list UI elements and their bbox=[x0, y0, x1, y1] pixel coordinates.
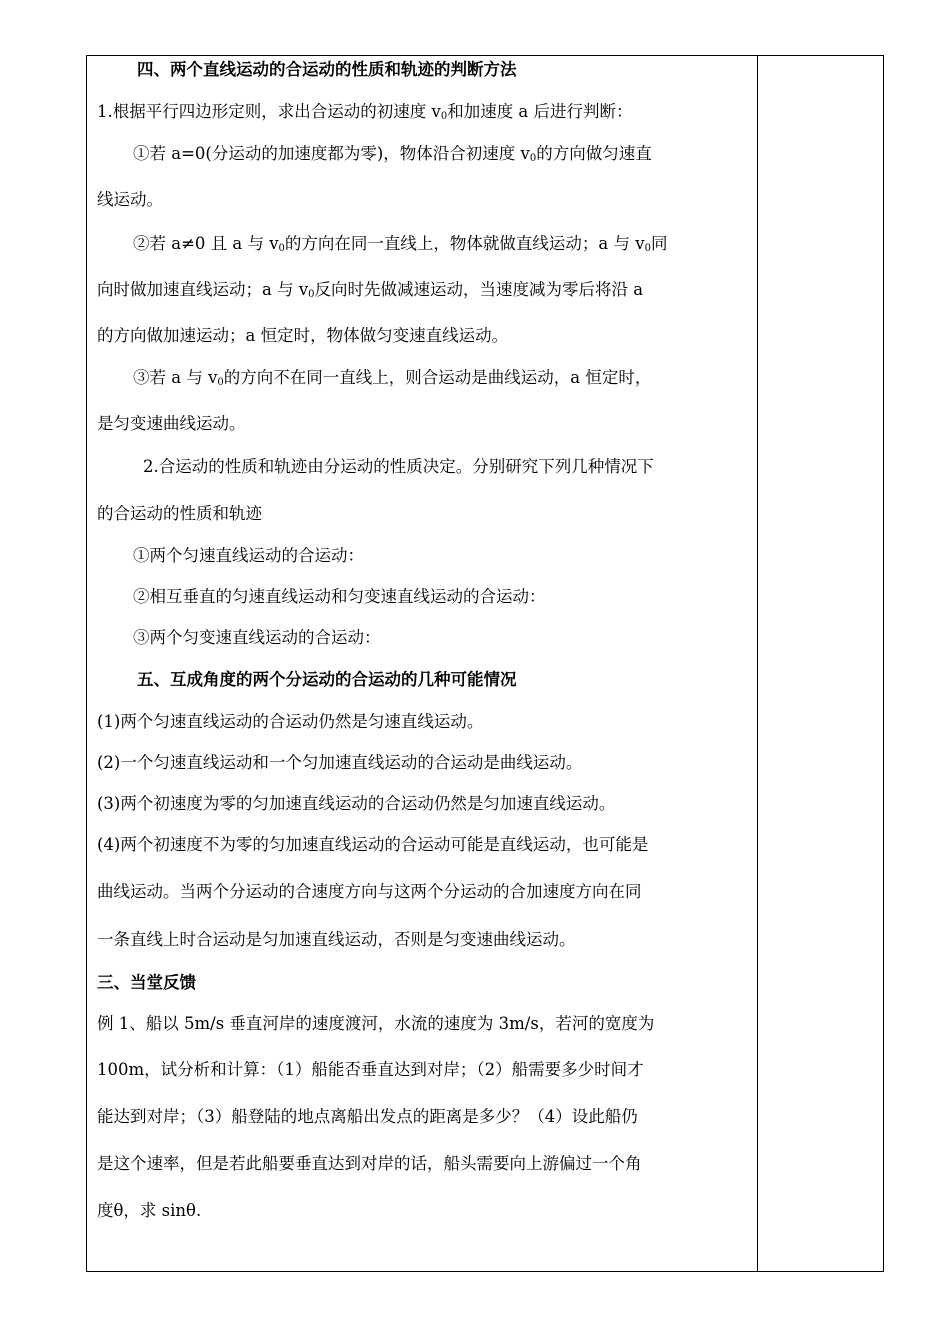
section3-heading: 三、当堂反馈 bbox=[97, 973, 196, 992]
example1-line3: 能达到对岸；（3）船登陆的地点离船出发点的距离是多少？（4）设此船仍 bbox=[97, 1107, 638, 1126]
lesson-table bbox=[86, 55, 884, 1272]
example1-line2: 100m，试分析和计算：（1）船能否垂直达到对岸；（2）船需要多少时间才 bbox=[97, 1060, 644, 1079]
section5-heading: 五、互成角度的两个分运动的合运动的几种可能情况 bbox=[137, 670, 517, 689]
section4-item3: ③两个匀变速直线运动的合运动： bbox=[133, 628, 381, 647]
section4-item2: ②相互垂直的匀速直线运动和匀变速直线运动的合运动： bbox=[133, 587, 546, 606]
section5-item2: (2)一个匀速直线运动和一个匀加速直线运动的合运动是曲线运动。 bbox=[97, 753, 583, 772]
section4-p1: 1.根据平行四边形定则，求出合运动的初速度 $v_0$和加速度 a 后进行判断： bbox=[97, 102, 633, 122]
section4-case1-line1: ①若 a=0(分运动的加速度都为零)，物体沿合初速度 $v_0$的方向做匀速直 bbox=[133, 144, 652, 164]
section5-item4-line1: (4)两个初速度不为零的匀加速直线运动的合运动可能是直线运动，也可能是 bbox=[97, 835, 649, 854]
column-divider bbox=[757, 56, 758, 1271]
section4-p2-line1: 2.合运动的性质和轨迹由分运动的性质决定。分别研究下列几种情况下 bbox=[143, 457, 654, 476]
section5-item3: (3)两个初速度为零的匀加速直线运动的合运动仍然是匀加速直线运动。 bbox=[97, 794, 616, 813]
section4-case2-line2: 向时做加速直线运动；a 与 $v_0$反向时先做减速运动，当速度减为零后将沿 a bbox=[97, 280, 644, 300]
section5-item4-line3: 一条直线上时合运动是匀加速直线运动，否则是匀变速曲线运动。 bbox=[97, 930, 576, 949]
section4-heading: 四、两个直线运动的合运动的性质和轨迹的判断方法 bbox=[137, 60, 517, 79]
section4-case2-line3: 的方向做加速运动；a 恒定时，物体做匀变速直线运动。 bbox=[97, 326, 509, 345]
section4-item1: ①两个匀速直线运动的合运动： bbox=[133, 546, 364, 565]
section4-case1-line2: 线运动。 bbox=[97, 190, 163, 209]
section4-case3-line1: ③若 a 与 $v_0$的方向不在同一直线上，则合运动是曲线运动，a 恒定时， bbox=[133, 368, 652, 388]
example1-line4: 是这个速率，但是若此船要垂直达到对岸的话，船头需要向上游偏过一个角 bbox=[97, 1154, 642, 1173]
section4-case2-line1: ②若 a≠0 且 a 与 $v_0$的方向在同一直线上，物体就做直线运动；a 与 $v_0$同 bbox=[133, 234, 668, 254]
example1-line5: 度θ，求 sinθ. bbox=[97, 1201, 202, 1220]
section4-p2-line2: 的合运动的性质和轨迹 bbox=[97, 504, 262, 523]
example1-line1: 例 1、船以 5m/s 垂直河岸的速度渡河，水流的速度为 3m/s，若河的宽度为 bbox=[97, 1014, 655, 1033]
section5-item1: (1)两个匀速直线运动的合运动仍然是匀速直线运动。 bbox=[97, 712, 484, 731]
section5-item4-line2: 曲线运动。当两个分运动的合速度方向与这两个分运动的合加速度方向在同 bbox=[97, 882, 642, 901]
section4-case3-line2: 是匀变速曲线运动。 bbox=[97, 414, 246, 433]
